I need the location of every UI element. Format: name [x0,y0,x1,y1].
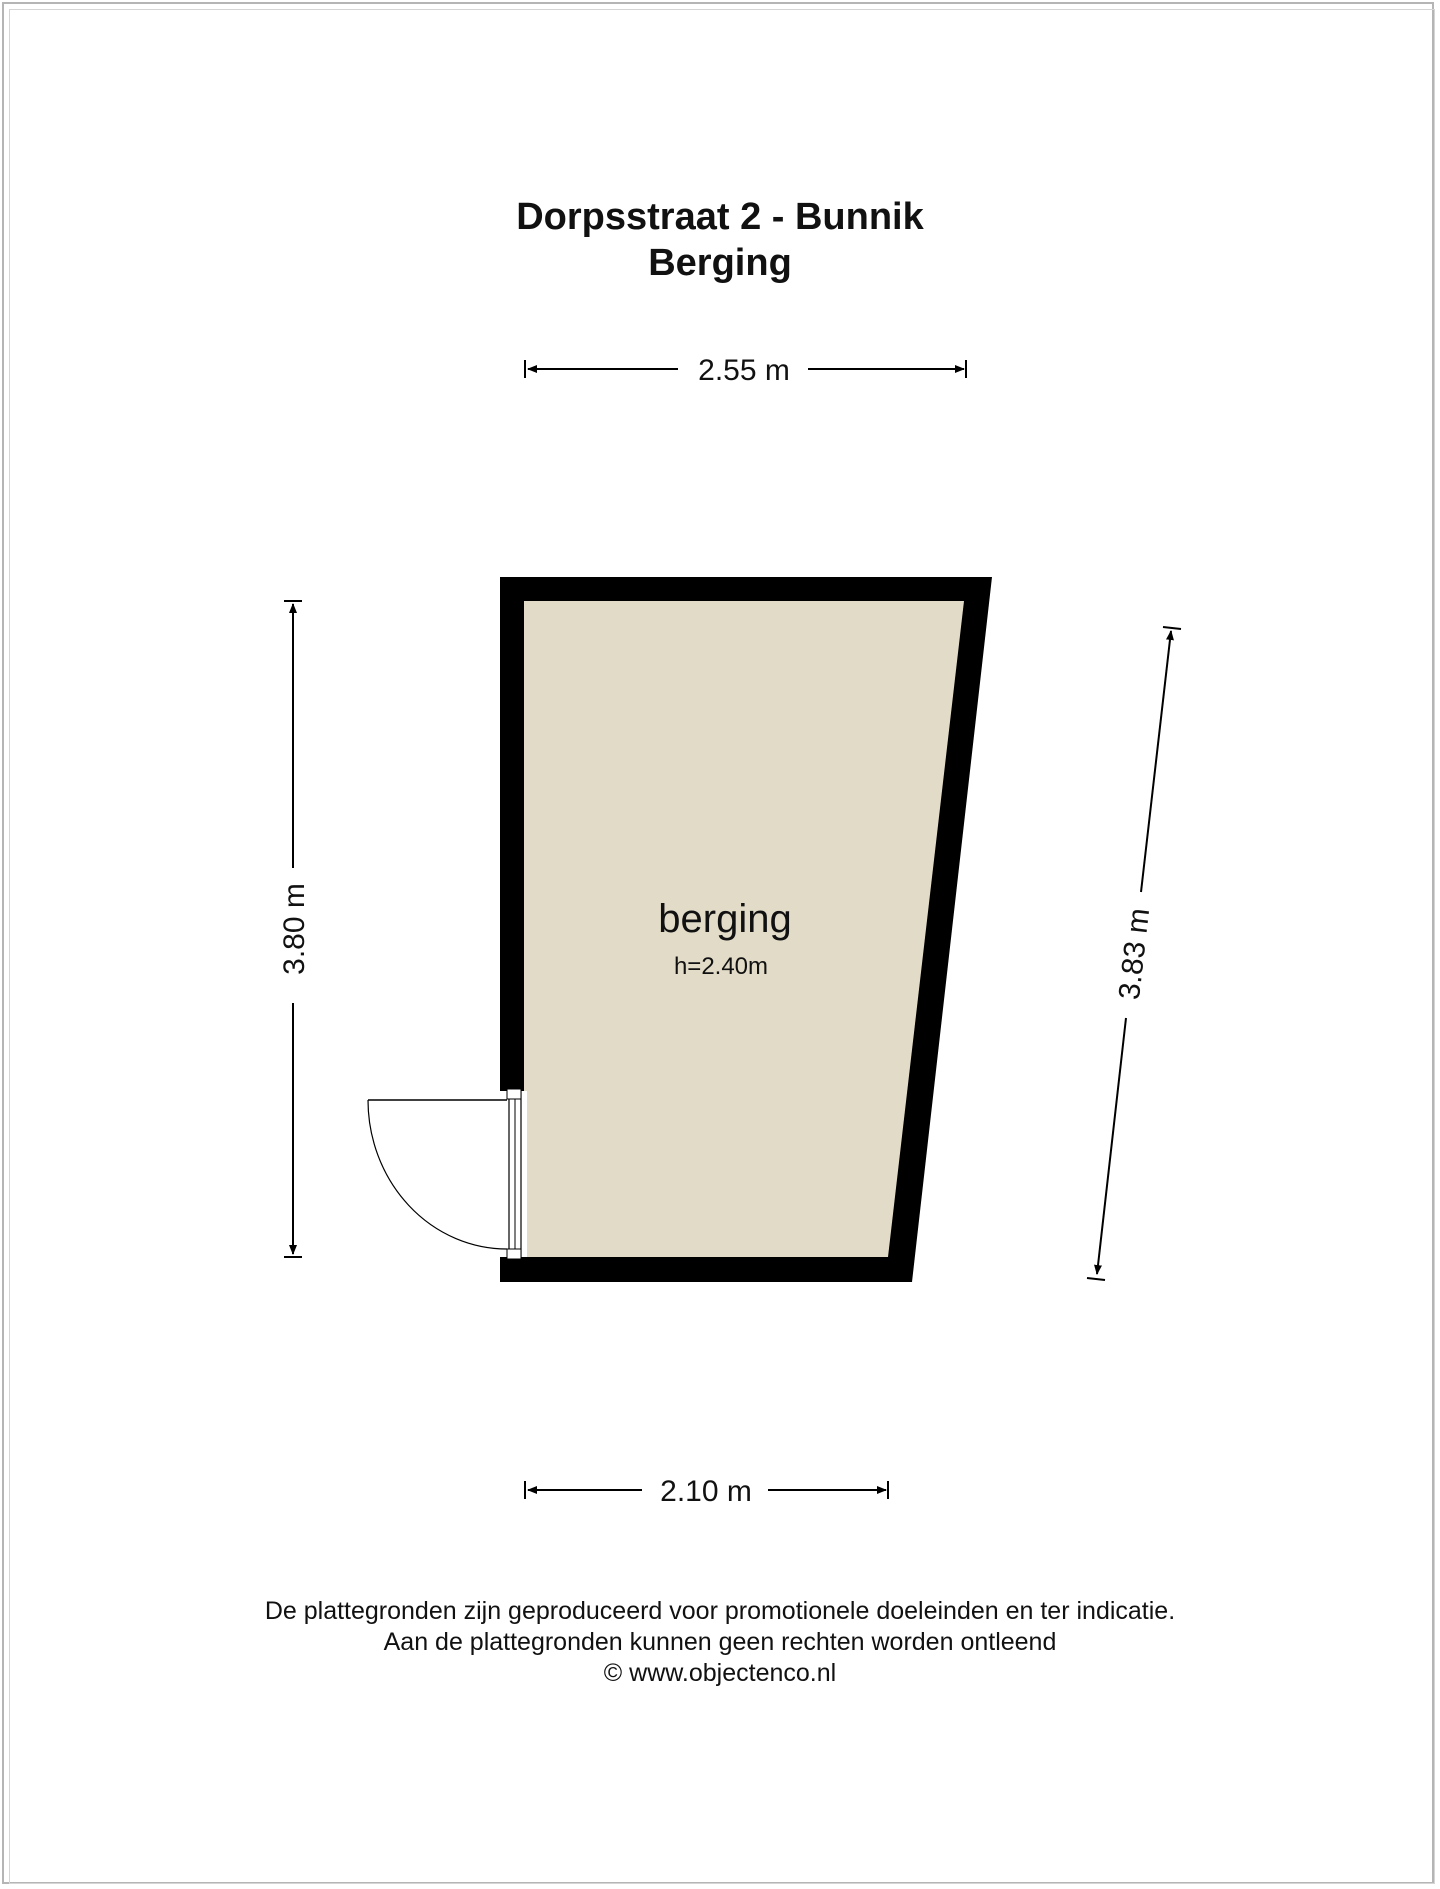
room-height-label: h=2.40m [673,953,769,980]
dimension-bottom-label: 2.10 m [660,1475,752,1508]
dimension-line-right-top [1141,631,1171,892]
dimension-line-right-bottom [1097,1018,1126,1274]
copyright-link[interactable]: © www.objectenco.nl [603,1659,837,1687]
plan-title: Dorpsstraat 2 - Bunnik [516,196,924,238]
room-name-label: berging [658,897,792,941]
dimension-left-label: 3.80 m [278,883,311,975]
plan-subtitle: Berging [648,242,792,284]
dimension-top-label: 2.55 m [698,354,790,387]
disclaimer-line-2: Aan de plattegronden kunnen geen rechten worden ontleend [383,1628,1057,1656]
dimension-tick [1087,1278,1105,1280]
door-jamb-bottom [507,1249,521,1259]
dimension-right-label: 3.83 m [1112,906,1157,1002]
disclaimer-line-1: De plattegronden zijn geproduceerd voor promotionele doeleinden en ter indicatie. [264,1597,1176,1625]
dimension-tick [1163,627,1181,629]
door-swing-arc [368,1100,507,1249]
door-jamb-top [507,1089,521,1099]
